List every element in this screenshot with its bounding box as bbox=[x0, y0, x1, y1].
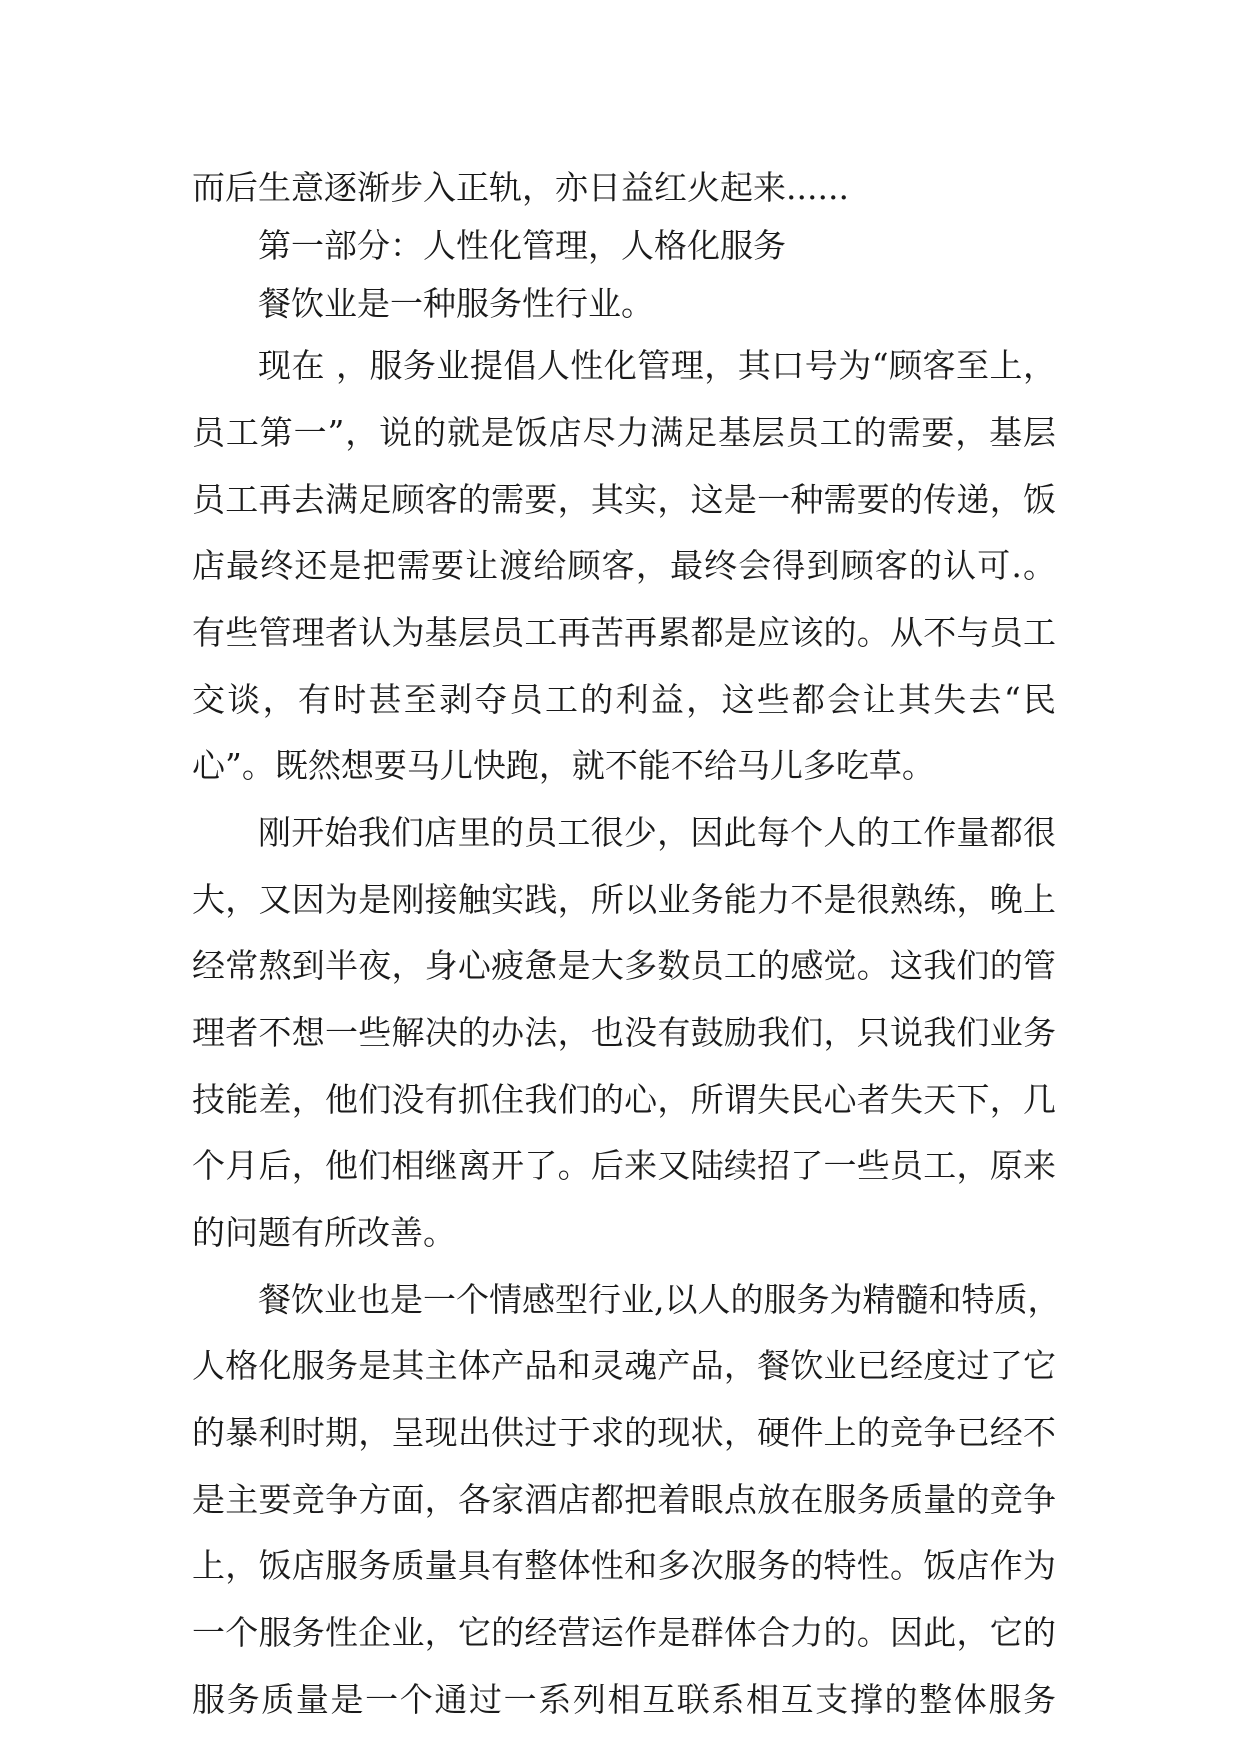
text-line: 现在 ，服务业提倡人性化管理，其口号为“顾客至上， bbox=[258, 346, 1056, 385]
text-line: 交谈，有时甚至剥夺员工的利益，这些都会让其失去“民 bbox=[192, 680, 1056, 719]
text-line: 技能差，他们没有抓住我们的心，所谓失民心者失天下，几 bbox=[192, 1080, 1056, 1119]
text-line: 餐饮业也是一个情感型行业,以人的服务为精髓和特质， bbox=[258, 1280, 1061, 1319]
text-line: 的暴利时期，呈现出供过于求的现状，硬件上的竞争已经不 bbox=[192, 1413, 1056, 1452]
text-line: 员工第一”，说的就是饭店尽力满足基层员工的需要，基层 bbox=[192, 413, 1056, 452]
text-line: 而后生意逐渐步入正轨，亦日益红火起来...... bbox=[192, 168, 849, 207]
text-line: 刚开始我们店里的员工很少，因此每个人的工作量都很 bbox=[258, 813, 1056, 852]
text-line: 经常熬到半夜，身心疲惫是大多数员工的感觉。这我们的管 bbox=[192, 946, 1056, 985]
text-line: 员工再去满足顾客的需要，其实，这是一种需要的传递，饭 bbox=[192, 480, 1056, 519]
text-line: 大，又因为是刚接触实践，所以业务能力不是很熟练，晚上 bbox=[192, 880, 1056, 919]
text-line: 一个服务性企业，它的经营运作是群体合力的。因此，它的 bbox=[192, 1613, 1056, 1652]
text-line: 上，饭店服务质量具有整体性和多次服务的特性。饭店作为 bbox=[192, 1546, 1056, 1585]
text-line: 有些管理者认为基层员工再苦再累都是应该的。从不与员工 bbox=[192, 613, 1056, 652]
text-line: 的问题有所改善。 bbox=[192, 1213, 456, 1252]
text-line: 个月后，他们相继离开了。后来又陆续招了一些员工，原来 bbox=[192, 1146, 1056, 1185]
text-line: 服务质量是一个通过一系列相互联系相互支撑的整体服务 bbox=[192, 1680, 1056, 1719]
text-line: 是主要竞争方面，各家酒店都把着眼点放在服务质量的竞争 bbox=[192, 1480, 1056, 1519]
text-line: 理者不想一些解决的办法，也没有鼓励我们，只说我们业务 bbox=[192, 1013, 1056, 1052]
text-line: 人格化服务是其主体产品和灵魂产品，餐饮业已经度过了它 bbox=[192, 1346, 1056, 1385]
text-line: 心”。既然想要马儿快跑，就不能不给马儿多吃草。 bbox=[192, 746, 935, 785]
section-heading: 第一部分：人性化管理，人格化服务 bbox=[258, 226, 786, 265]
text-line: 餐饮业是一种服务性行业。 bbox=[258, 284, 654, 323]
text-line: 店最终还是把需要让渡给顾客，最终会得到顾客的认可.。 bbox=[192, 546, 1056, 585]
